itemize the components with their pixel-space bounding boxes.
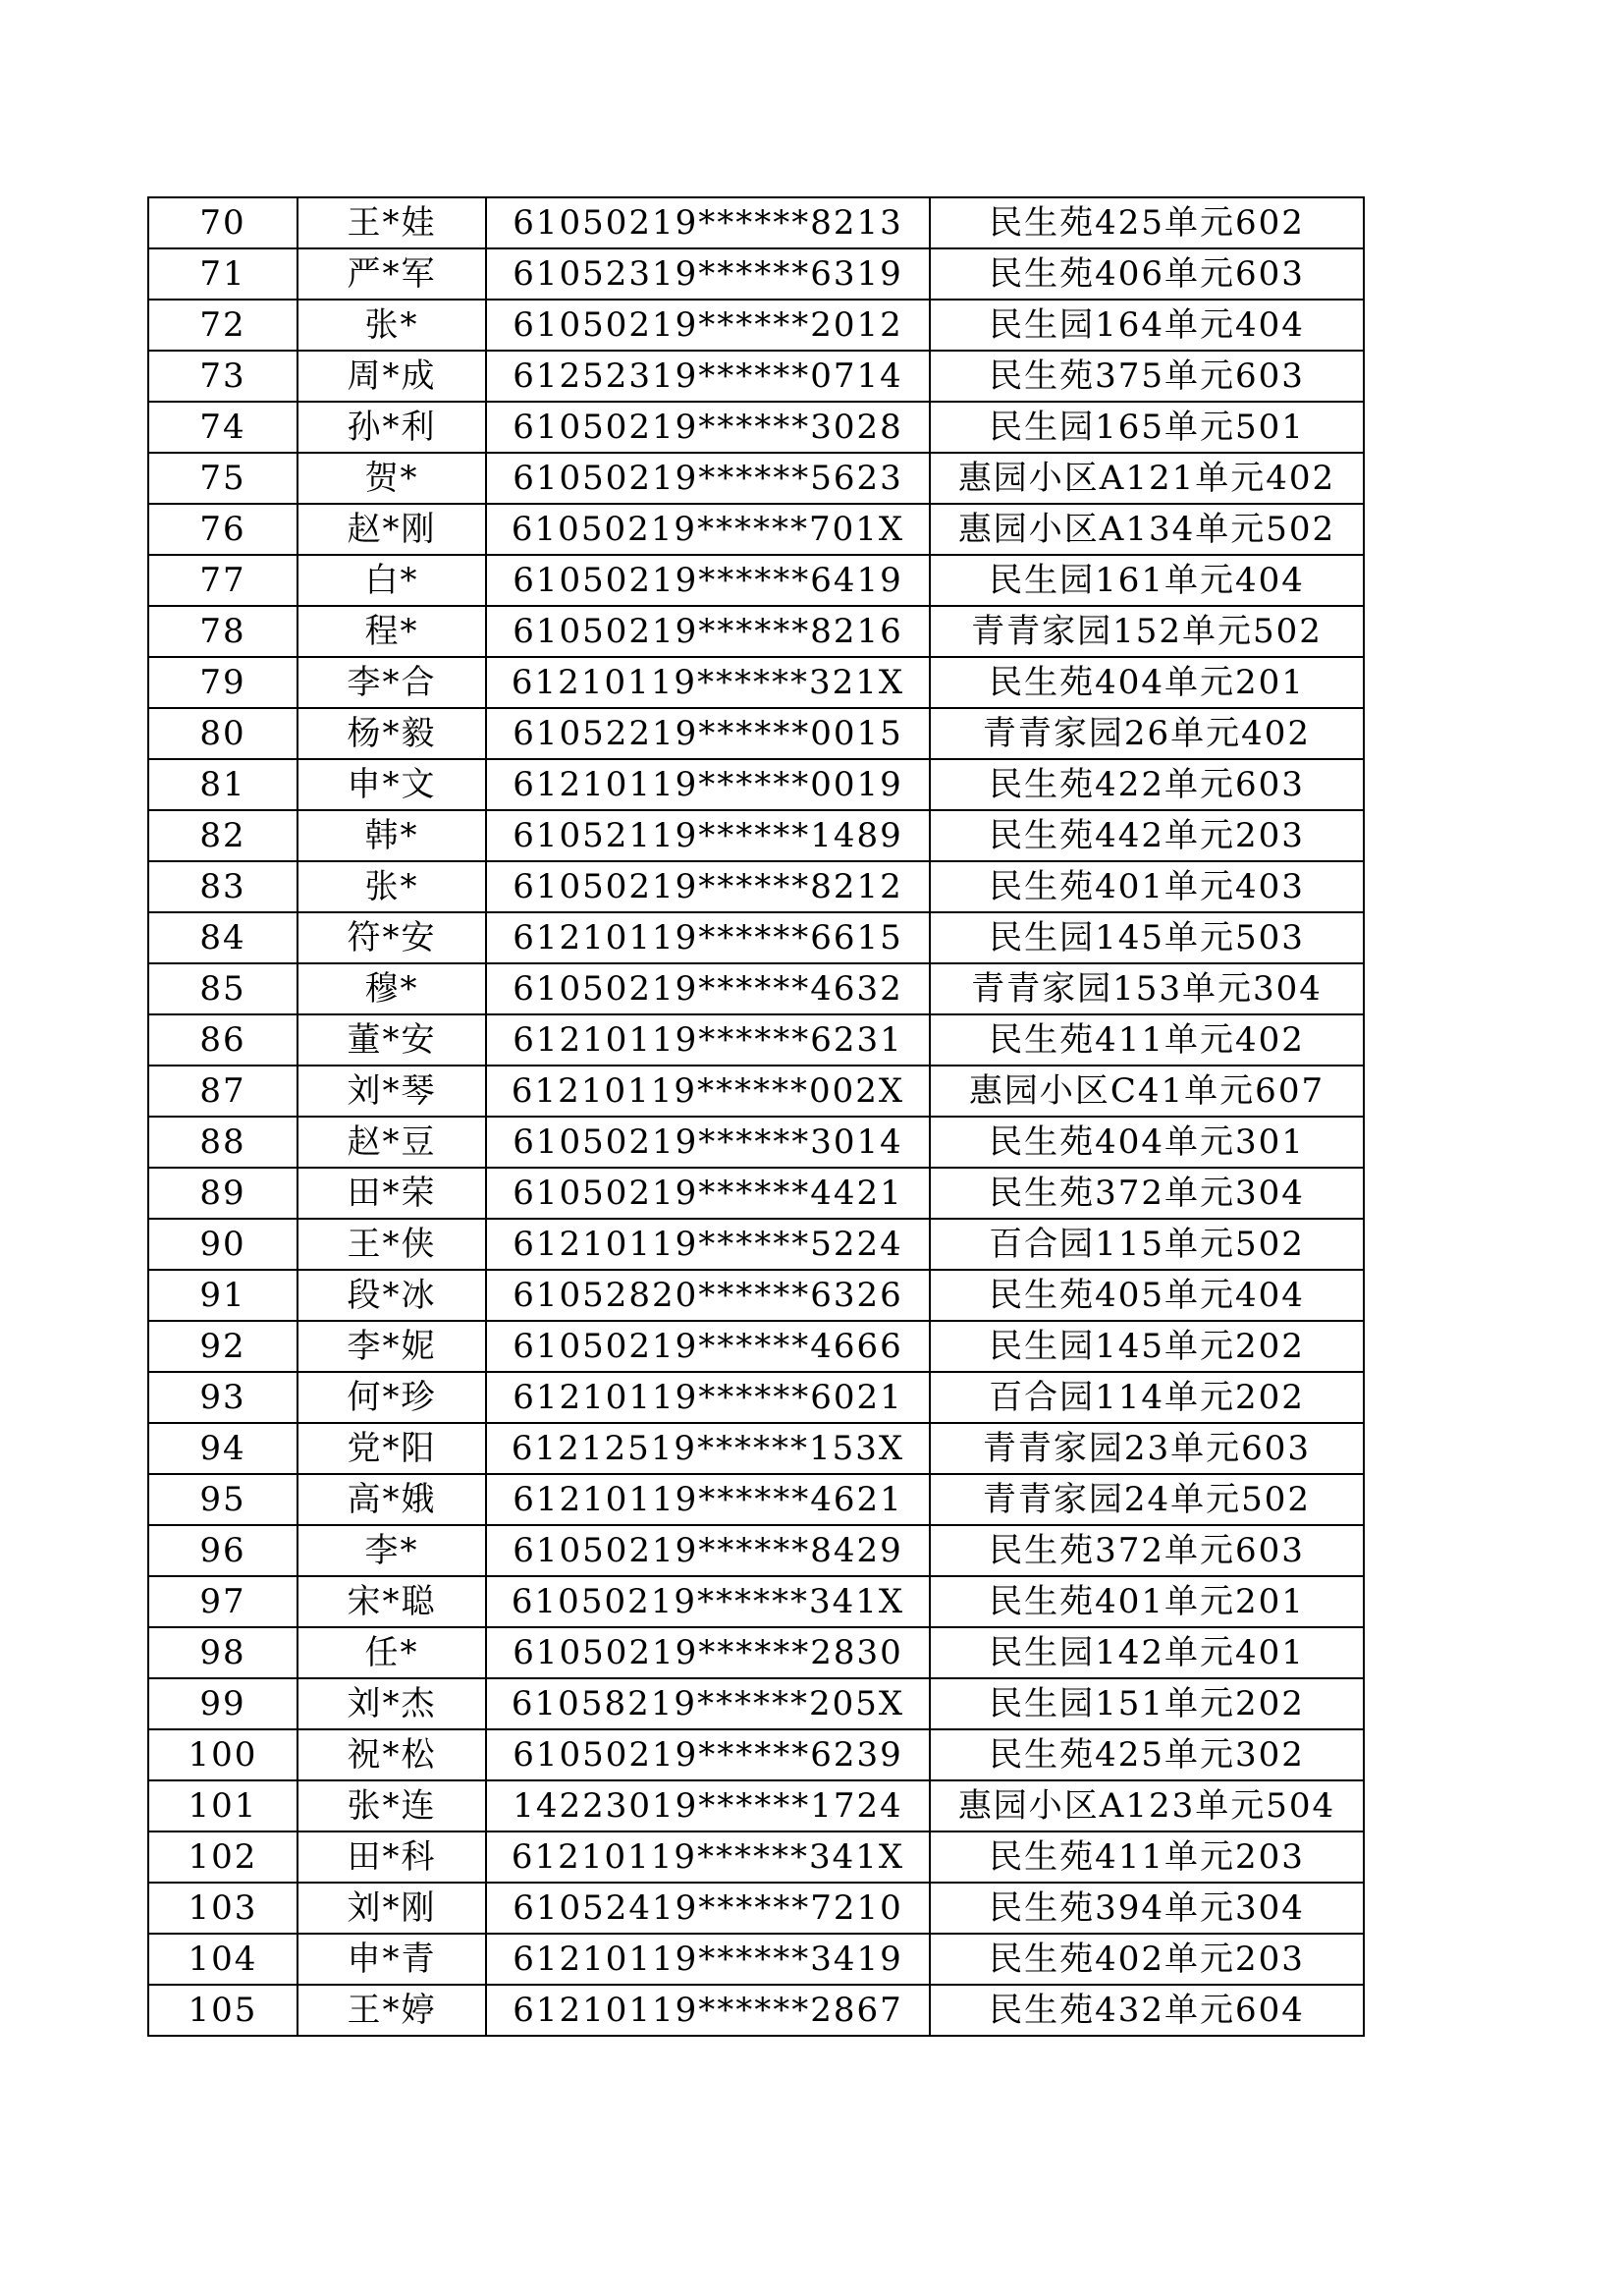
table-row — [148, 453, 1364, 504]
cell-number: 103 — [148, 1883, 298, 1934]
cell-id-number: 61210119******6021 — [486, 1372, 930, 1423]
table-row — [148, 1168, 1364, 1219]
cell-number: 86 — [148, 1014, 298, 1066]
cell-address: 民生苑425单元602 — [930, 197, 1364, 248]
cell-name: 刘*杰 — [298, 1678, 486, 1729]
cell-number: 92 — [148, 1321, 298, 1372]
table-row — [148, 708, 1364, 759]
cell-number: 78 — [148, 606, 298, 657]
table-row — [148, 759, 1364, 810]
cell-number: 80 — [148, 708, 298, 759]
cell-address: 民生苑404单元301 — [930, 1117, 1364, 1168]
cell-number: 90 — [148, 1219, 298, 1270]
table-row — [148, 1270, 1364, 1321]
cell-address: 民生苑404单元201 — [930, 657, 1364, 708]
cell-name: 赵*刚 — [298, 504, 486, 555]
cell-number: 104 — [148, 1934, 298, 1985]
cell-address: 民生苑372单元304 — [930, 1168, 1364, 1219]
table-row — [148, 197, 1364, 248]
cell-address: 民生苑405单元404 — [930, 1270, 1364, 1321]
cell-id-number: 61052219******0015 — [486, 708, 930, 759]
cell-number: 88 — [148, 1117, 298, 1168]
cell-address: 民生园145单元503 — [930, 912, 1364, 963]
cell-name: 白* — [298, 555, 486, 606]
table-row — [148, 1576, 1364, 1627]
cell-number: 89 — [148, 1168, 298, 1219]
cell-number: 74 — [148, 402, 298, 453]
cell-id-number: 61210119******0019 — [486, 759, 930, 810]
cell-name: 宋*聪 — [298, 1576, 486, 1627]
cell-address: 民生苑442单元203 — [930, 810, 1364, 861]
table-row — [148, 504, 1364, 555]
cell-name: 贺* — [298, 453, 486, 504]
table-row — [148, 1780, 1364, 1831]
cell-name: 刘*琴 — [298, 1066, 486, 1117]
cell-name: 符*安 — [298, 912, 486, 963]
table-row — [148, 1372, 1364, 1423]
table-row — [148, 606, 1364, 657]
cell-name: 张*连 — [298, 1780, 486, 1831]
cell-number: 99 — [148, 1678, 298, 1729]
cell-id-number: 61210119******5224 — [486, 1219, 930, 1270]
cell-id-number: 61210119******2867 — [486, 1985, 930, 2036]
cell-id-number: 61050219******8213 — [486, 197, 930, 248]
cell-address: 惠园小区A123单元504 — [930, 1780, 1364, 1831]
cell-id-number: 61052820******6326 — [486, 1270, 930, 1321]
cell-id-number: 61050219******6239 — [486, 1729, 930, 1780]
cell-address: 民生苑411单元402 — [930, 1014, 1364, 1066]
cell-name: 孙*利 — [298, 402, 486, 453]
cell-id-number: 61210119******002X — [486, 1066, 930, 1117]
table-row — [148, 1985, 1364, 2036]
cell-number: 75 — [148, 453, 298, 504]
cell-id-number: 61210119******321X — [486, 657, 930, 708]
cell-address: 青青家园152单元502 — [930, 606, 1364, 657]
cell-id-number: 61210119******6615 — [486, 912, 930, 963]
cell-number: 95 — [148, 1474, 298, 1525]
cell-id-number: 61050219******8216 — [486, 606, 930, 657]
cell-name: 申*青 — [298, 1934, 486, 1985]
cell-address: 民生苑406单元603 — [930, 248, 1364, 300]
table-row — [148, 810, 1364, 861]
cell-name: 杨*毅 — [298, 708, 486, 759]
cell-id-number: 61050219******2012 — [486, 300, 930, 351]
table-row — [148, 1474, 1364, 1525]
cell-id-number: 61050219******3014 — [486, 1117, 930, 1168]
cell-id-number: 61252319******0714 — [486, 351, 930, 402]
table-row — [148, 1066, 1364, 1117]
cell-number: 73 — [148, 351, 298, 402]
cell-name: 段*冰 — [298, 1270, 486, 1321]
cell-id-number: 61050219******8212 — [486, 861, 930, 912]
cell-number: 77 — [148, 555, 298, 606]
table-row — [148, 300, 1364, 351]
cell-name: 张* — [298, 300, 486, 351]
table-row — [148, 248, 1364, 300]
cell-address: 惠园小区A121单元402 — [930, 453, 1364, 504]
cell-number: 83 — [148, 861, 298, 912]
cell-id-number: 61052419******7210 — [486, 1883, 930, 1934]
table-row — [148, 1117, 1364, 1168]
cell-number: 76 — [148, 504, 298, 555]
cell-address: 青青家园153单元304 — [930, 963, 1364, 1014]
cell-address: 民生园161单元404 — [930, 555, 1364, 606]
table-row — [148, 1627, 1364, 1678]
cell-number: 82 — [148, 810, 298, 861]
cell-id-number: 61052119******1489 — [486, 810, 930, 861]
cell-id-number: 61050219******6419 — [486, 555, 930, 606]
cell-address: 民生苑394单元304 — [930, 1883, 1364, 1934]
cell-name: 申*文 — [298, 759, 486, 810]
table-row — [148, 1934, 1364, 1985]
table-row — [148, 1678, 1364, 1729]
cell-address: 民生苑411单元203 — [930, 1831, 1364, 1883]
cell-id-number: 14223019******1724 — [486, 1780, 930, 1831]
cell-name: 王*婷 — [298, 1985, 486, 2036]
cell-number: 94 — [148, 1423, 298, 1474]
cell-address: 青青家园23单元603 — [930, 1423, 1364, 1474]
cell-number: 91 — [148, 1270, 298, 1321]
table-row — [148, 1014, 1364, 1066]
cell-number: 105 — [148, 1985, 298, 2036]
cell-address: 惠园小区A134单元502 — [930, 504, 1364, 555]
cell-name: 刘*刚 — [298, 1883, 486, 1934]
cell-number: 102 — [148, 1831, 298, 1883]
cell-name: 李* — [298, 1525, 486, 1576]
table-row — [148, 1525, 1364, 1576]
cell-name: 董*安 — [298, 1014, 486, 1066]
cell-number: 72 — [148, 300, 298, 351]
cell-id-number: 61050219******4666 — [486, 1321, 930, 1372]
cell-number: 71 — [148, 248, 298, 300]
table-row — [148, 861, 1364, 912]
resident-table — [147, 196, 1365, 2037]
cell-address: 民生园145单元202 — [930, 1321, 1364, 1372]
cell-address: 惠园小区C41单元607 — [930, 1066, 1364, 1117]
cell-name: 任* — [298, 1627, 486, 1678]
cell-name: 李*妮 — [298, 1321, 486, 1372]
cell-id-number: 61052319******6319 — [486, 248, 930, 300]
cell-address: 百合园115单元502 — [930, 1219, 1364, 1270]
table-row — [148, 1729, 1364, 1780]
cell-number: 85 — [148, 963, 298, 1014]
cell-id-number: 61210119******6231 — [486, 1014, 930, 1066]
cell-address: 民生园165单元501 — [930, 402, 1364, 453]
table-row — [148, 963, 1364, 1014]
table-row — [148, 351, 1364, 402]
table-row — [148, 1321, 1364, 1372]
table-row — [148, 657, 1364, 708]
cell-address: 民生苑401单元403 — [930, 861, 1364, 912]
cell-address: 民生园164单元404 — [930, 300, 1364, 351]
cell-id-number: 61212519******153X — [486, 1423, 930, 1474]
cell-address: 民生苑372单元603 — [930, 1525, 1364, 1576]
cell-id-number: 61210119******4621 — [486, 1474, 930, 1525]
cell-id-number: 61210119******3419 — [486, 1934, 930, 1985]
cell-name: 李*合 — [298, 657, 486, 708]
cell-name: 韩* — [298, 810, 486, 861]
cell-address: 民生苑402单元203 — [930, 1934, 1364, 1985]
cell-id-number: 61050219******341X — [486, 1576, 930, 1627]
cell-id-number: 61050219******701X — [486, 504, 930, 555]
cell-number: 101 — [148, 1780, 298, 1831]
cell-id-number: 61058219******205X — [486, 1678, 930, 1729]
table-body — [148, 197, 1364, 2036]
cell-address: 民生苑425单元302 — [930, 1729, 1364, 1780]
table-row — [148, 555, 1364, 606]
cell-id-number: 61050219******8429 — [486, 1525, 930, 1576]
cell-address: 民生园151单元202 — [930, 1678, 1364, 1729]
cell-address: 民生苑375单元603 — [930, 351, 1364, 402]
cell-number: 81 — [148, 759, 298, 810]
cell-number: 70 — [148, 197, 298, 248]
cell-address: 民生苑401单元201 — [930, 1576, 1364, 1627]
cell-id-number: 61050219******5623 — [486, 453, 930, 504]
cell-number: 93 — [148, 1372, 298, 1423]
cell-name: 赵*豆 — [298, 1117, 486, 1168]
table-row — [148, 1219, 1364, 1270]
cell-name: 王*娃 — [298, 197, 486, 248]
cell-address: 青青家园26单元402 — [930, 708, 1364, 759]
table-row — [148, 912, 1364, 963]
cell-number: 84 — [148, 912, 298, 963]
cell-number: 79 — [148, 657, 298, 708]
cell-number: 98 — [148, 1627, 298, 1678]
cell-name: 王*侠 — [298, 1219, 486, 1270]
cell-name: 党*阳 — [298, 1423, 486, 1474]
cell-name: 周*成 — [298, 351, 486, 402]
cell-name: 严*军 — [298, 248, 486, 300]
table-row — [148, 1423, 1364, 1474]
cell-address: 民生苑422单元603 — [930, 759, 1364, 810]
table-row — [148, 1831, 1364, 1883]
cell-name: 张* — [298, 861, 486, 912]
cell-name: 程* — [298, 606, 486, 657]
cell-address: 民生苑432单元604 — [930, 1985, 1364, 2036]
cell-number: 87 — [148, 1066, 298, 1117]
cell-address: 青青家园24单元502 — [930, 1474, 1364, 1525]
cell-name: 田*荣 — [298, 1168, 486, 1219]
cell-id-number: 61050219******4421 — [486, 1168, 930, 1219]
cell-id-number: 61050219******4632 — [486, 963, 930, 1014]
cell-name: 高*娥 — [298, 1474, 486, 1525]
cell-name: 田*科 — [298, 1831, 486, 1883]
cell-address: 民生园142单元401 — [930, 1627, 1364, 1678]
cell-name: 何*珍 — [298, 1372, 486, 1423]
cell-address: 百合园114单元202 — [930, 1372, 1364, 1423]
table-row — [148, 1883, 1364, 1934]
table-row — [148, 402, 1364, 453]
cell-number: 96 — [148, 1525, 298, 1576]
cell-id-number: 61050219******2830 — [486, 1627, 930, 1678]
cell-name: 祝*松 — [298, 1729, 486, 1780]
cell-id-number: 61050219******3028 — [486, 402, 930, 453]
cell-number: 97 — [148, 1576, 298, 1627]
cell-name: 穆* — [298, 963, 486, 1014]
cell-id-number: 61210119******341X — [486, 1831, 930, 1883]
resident-table-container — [147, 196, 1365, 2037]
cell-number: 100 — [148, 1729, 298, 1780]
